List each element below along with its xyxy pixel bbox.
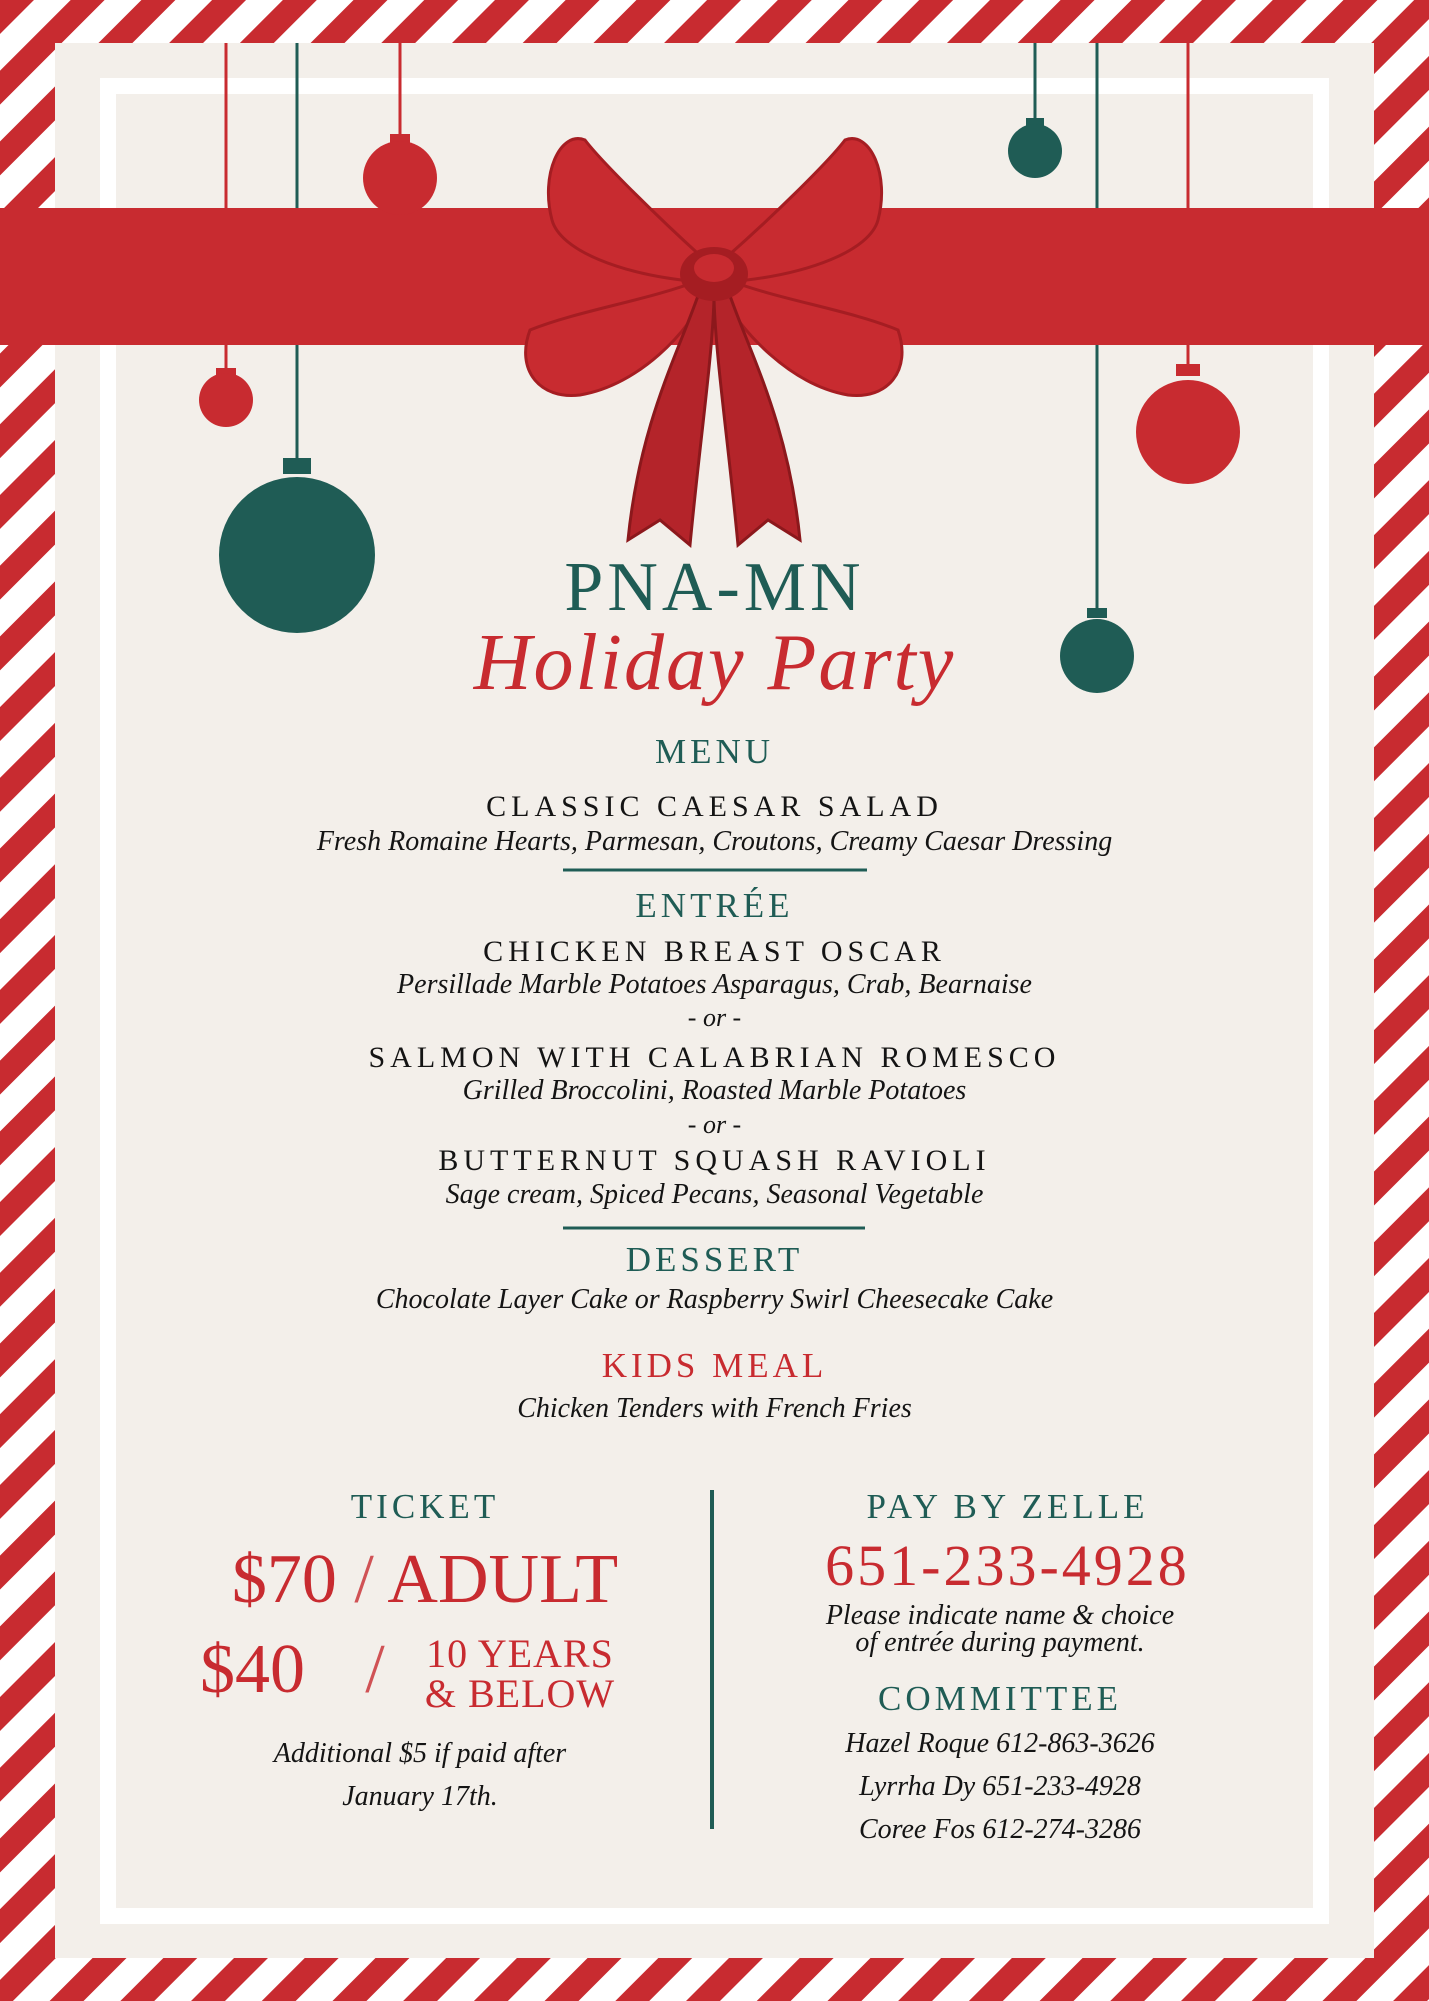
kids-meal-heading: KIDS MEAL [601,1346,828,1385]
dessert-desc: Chocolate Layer Cake or Raspberry Swirl Cheesecake Cake [375,1284,1054,1315]
committee-member-3: Coree Fos 612-274-3286 [858,1814,1142,1845]
zelle-phone: 651-233-4928 [825,1533,1190,1598]
committee-heading: COMMITTEE [877,1679,1123,1718]
starter-desc: Fresh Romaine Hearts, Parmesan, Croutons, Creamy Caesar Dressing [316,826,1113,857]
menu-heading: MENU [654,732,775,771]
dessert-heading: DESSERT [625,1240,804,1279]
child-price: $40 [200,1631,305,1708]
event-title: Holiday Party [473,619,956,707]
kids-meal-desc: Chicken Tenders with French Fries [517,1393,912,1424]
child-label-1: 10 YEARS [426,1631,614,1676]
entree-1-desc: Persillade Marble Potatoes Asparagus, Crab, Bearnaise [397,969,1032,1000]
entree-3-desc: Sage cream, Spiced Pecans, Seasonal Vegetable [445,1179,984,1210]
or-separator-2: - or - [687,1110,742,1139]
payment-note-1: Please indicate name & choice [825,1600,1175,1631]
or-separator-1: - or - [687,1003,742,1032]
committee-member-1: Hazel Roque 612-863-3626 [845,1728,1155,1759]
child-price-slash: / [365,1631,385,1708]
starter-name: CLASSIC CAESAR SALAD [486,790,943,823]
entree-2-desc: Grilled Broccolini, Roasted Marble Potatoes [462,1075,967,1106]
price-slash: / [354,1541,374,1618]
org-title: PNA-MN [564,549,865,626]
child-label-2: & BELOW [424,1671,616,1716]
pay-by-zelle-heading: PAY BY ZELLE [866,1487,1149,1526]
ticket-heading: TICKET [350,1487,500,1526]
entree-1-name: CHICKEN BREAST OSCAR [483,935,946,968]
entree-heading: ENTRÉE [635,886,794,925]
adult-price: $70 [231,1541,337,1618]
entree-3-name: BUTTERNUT SQUASH RAVIOLI [438,1144,991,1177]
late-fee-note-1: Additional $5 if paid after [273,1738,567,1769]
committee-member-2: Lyrrha Dy 651-233-4928 [859,1771,1141,1802]
entree-2-name: SALMON WITH CALABRIAN ROMESCO [368,1041,1061,1074]
adult-price-row [190,1540,660,1620]
late-fee-note-2: January 17th. [342,1781,498,1812]
adult-label: ADULT [387,1541,619,1618]
payment-note-2: of entrée during payment. [855,1627,1145,1658]
